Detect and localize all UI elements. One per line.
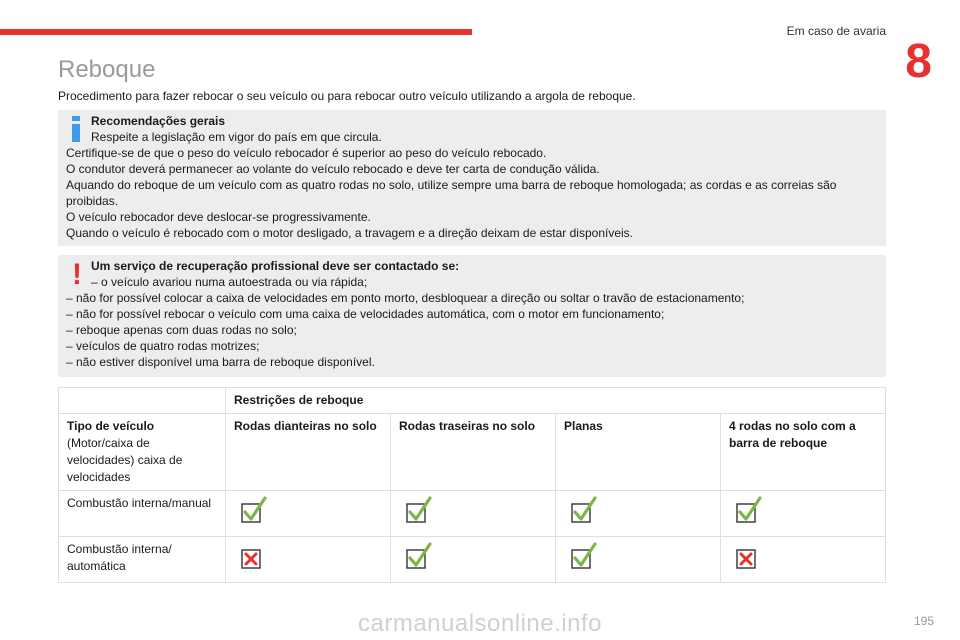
- check-icon: [240, 496, 268, 524]
- check-icon: [735, 496, 763, 524]
- row-label: Combustão interna/manual: [59, 491, 226, 537]
- vehicle-type-subheading: (Motor/caixa de velocidades) caixa de velocidades: [67, 436, 183, 484]
- column-header: 4 rodas no solo com a barra de reboque: [721, 414, 886, 491]
- check-icon: [740, 498, 760, 519]
- check-icon: [405, 542, 433, 570]
- mark-cell: [721, 491, 886, 537]
- cross-icon: [246, 554, 256, 564]
- info-heading: Recomendações gerais: [91, 114, 226, 128]
- warning-line: – reboque apenas com duas rodas no solo;: [66, 323, 297, 337]
- check-icon: [575, 544, 595, 565]
- warning-line: – o veículo avariou numa autoestrada ou via rápida;: [91, 275, 368, 289]
- check-icon: [410, 544, 430, 565]
- warning-line: – não for possível colocar a caixa de velocidades em ponto morto, desbloquear a direção ou soltar o travão de estacionamento;: [66, 291, 745, 305]
- info-line: O veículo rebocador deve deslocar-se progressivamente.: [66, 210, 371, 224]
- check-icon: [410, 498, 430, 519]
- info-line: Quando o veículo é rebocado com o motor desligado, a travagem e a direção deixam de estar disponíveis.: [66, 226, 633, 240]
- warning-line: – veículos de quatro rodas motrizes;: [66, 339, 260, 353]
- warning-heading: Um serviço de recuperação profissional deve ser contactado se:: [91, 259, 460, 273]
- table-row: [59, 537, 886, 583]
- mark-cell: [556, 537, 721, 583]
- warning-box: [58, 255, 886, 377]
- check-icon: [570, 496, 598, 524]
- watermark: carmanualsonline.info: [358, 610, 602, 637]
- table-caption-row: [59, 388, 886, 414]
- table-corner-cell: [59, 388, 226, 414]
- mark-cell: [226, 491, 391, 537]
- warning-line: – não for possível rebocar o veículo com uma caixa de velocidades automática, com o motor em funcionamento;: [66, 307, 665, 321]
- cross-icon: [735, 542, 763, 570]
- check-icon: [570, 542, 598, 570]
- vehicle-type-header: [59, 414, 226, 491]
- info-line: Certifique-se de que o peso do veículo rebocador é superior ao peso do veículo rebocado.: [66, 146, 547, 160]
- check-icon: [575, 498, 595, 519]
- cross-icon: [240, 542, 268, 570]
- mark-cell: [556, 491, 721, 537]
- warning-icon: !: [72, 258, 82, 291]
- table-caption: Restrições de reboque: [226, 388, 886, 414]
- info-icon: [66, 116, 86, 142]
- column-header: Rodas traseiras no solo: [391, 414, 556, 491]
- check-icon: [405, 496, 433, 524]
- towing-restrictions-table: [58, 387, 886, 583]
- info-line: proibidas.: [66, 194, 119, 208]
- row-label: Combustão interna/ automática: [59, 537, 226, 583]
- mark-cell: [226, 537, 391, 583]
- check-icon: [245, 498, 265, 519]
- column-header: Rodas dianteiras no solo: [226, 414, 391, 491]
- intro-text: Procedimento para fazer rebocar o seu veículo ou para rebocar outro veículo utilizando a argola de reboque.: [58, 89, 636, 103]
- vehicle-type-heading: Tipo de veículo: [67, 419, 155, 433]
- info-line: O condutor deverá permanecer ao volante do veículo rebocado e deve ter carta de condução válida.: [66, 162, 600, 176]
- mark-cell: [391, 491, 556, 537]
- section-title: Em caso de avaria: [786, 24, 886, 38]
- info-box: [58, 110, 886, 246]
- column-header: Planas: [556, 414, 721, 491]
- cross-icon: [741, 554, 751, 564]
- warning-line: – não estiver disponível uma barra de reboque disponível.: [66, 355, 375, 369]
- page-title: Reboque: [58, 56, 156, 83]
- table-header-row: [59, 414, 886, 491]
- header-accent-bar: [0, 29, 472, 35]
- info-line: Aquando do reboque de um veículo com as quatro rodas no solo, utilize sempre uma barra de reboque homologada; as cordas e as correias são: [66, 178, 837, 192]
- chapter-number: 8: [905, 35, 932, 88]
- page-number: 195: [913, 614, 934, 628]
- mark-cell: [721, 537, 886, 583]
- info-line: Respeite a legislação em vigor do país em que circula.: [91, 130, 382, 144]
- table-row: [59, 491, 886, 537]
- mark-cell: [391, 537, 556, 583]
